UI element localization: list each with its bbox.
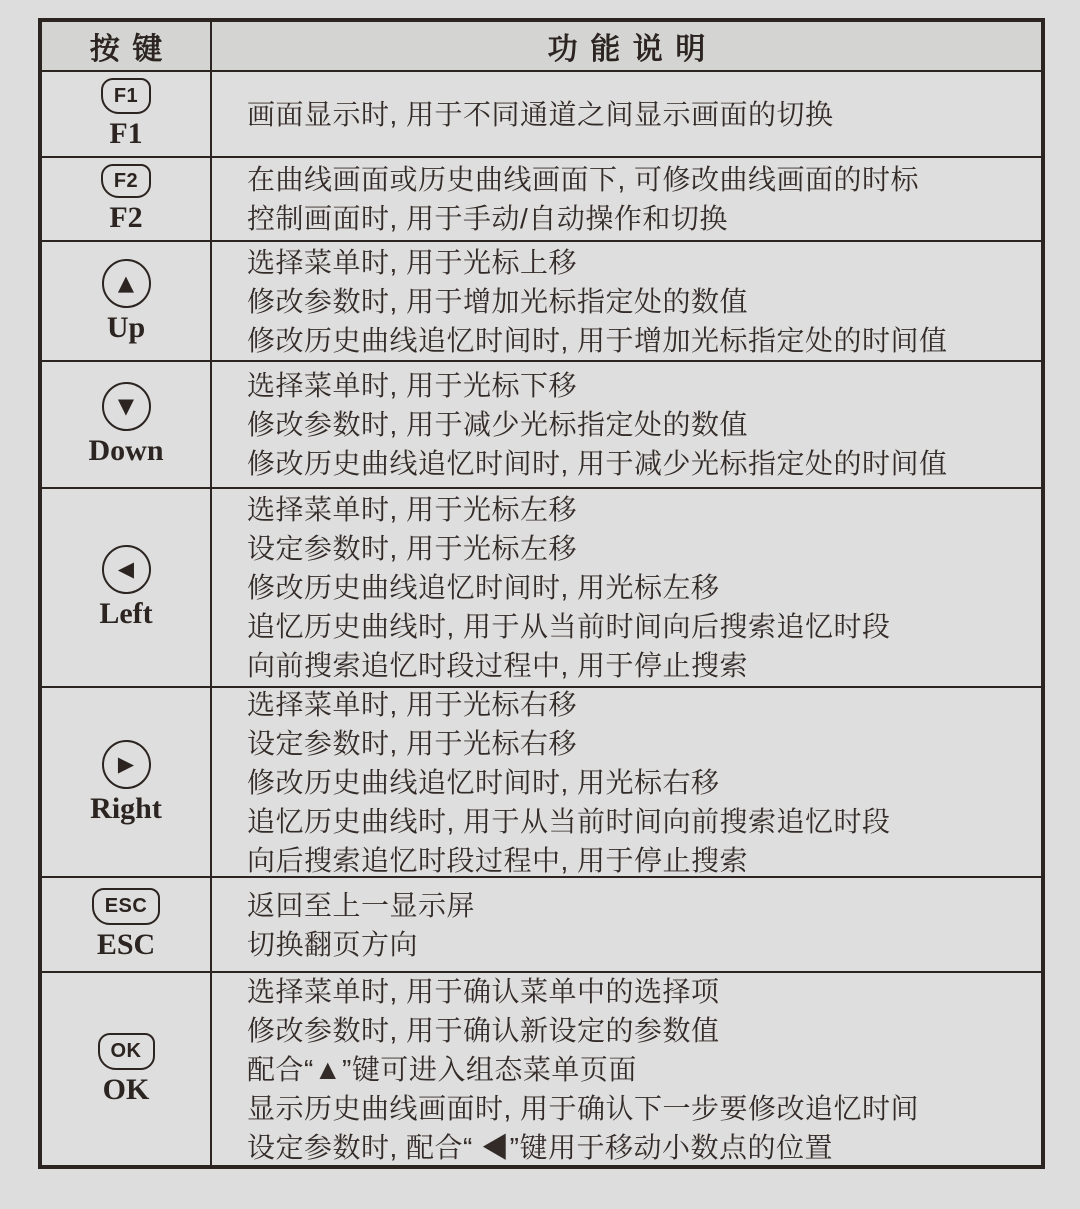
f1-key-label: F1 <box>109 117 143 150</box>
desc-line: 选择菜单时, 用于光标下移 <box>247 370 578 401</box>
left-desc-cell <box>212 489 1041 686</box>
desc-line: 修改历史曲线追忆时间时, 用于增加光标指定处的时间值 <box>247 324 948 356</box>
desc-line: 在曲线画面或历史曲线画面下, 可修改曲线画面的时标 <box>247 164 920 195</box>
table-row-right <box>42 686 1041 876</box>
desc-line: 设定参数时, 用于光标右移 <box>247 727 578 759</box>
left-key-label: Left <box>99 597 153 630</box>
desc-line: 返回至上一显示屏 <box>247 889 476 921</box>
desc-line: 修改参数时, 用于增加光标指定处的数值 <box>247 285 749 317</box>
f2-key-label: F2 <box>109 201 143 234</box>
ok-key-cell <box>42 973 212 1165</box>
table-row-f1 <box>42 70 1041 156</box>
table-row-left <box>42 487 1041 686</box>
key-column-header: 按键 <box>89 33 175 66</box>
table-row-f2 <box>42 156 1041 240</box>
desc-line: 选择菜单时, 用于光标左移 <box>247 494 578 525</box>
ok-keycap-icon <box>98 1033 155 1070</box>
table-row-down <box>42 360 1041 487</box>
left-key-icon <box>102 545 151 594</box>
f2-keycap-icon <box>101 164 151 198</box>
desc-line: 切换翻页方向 <box>247 928 419 960</box>
esc-key-label: ESC <box>96 928 156 961</box>
desc-line: 向后搜索追忆时段过程中, 用于停止搜索 <box>247 844 749 876</box>
right-key-label: Right <box>90 791 162 825</box>
desc-column-header: 功能说明 <box>547 33 718 66</box>
up-triangle-icon: ▲ <box>117 270 135 295</box>
esc-keycap-icon <box>92 888 161 925</box>
desc-line: 追忆历史曲线时, 用于从当前时间向前搜索追忆时段 <box>247 805 891 837</box>
f1-keycap-text: F1 <box>113 84 139 107</box>
desc-line: 修改参数时, 用于减少光标指定处的数值 <box>247 409 749 440</box>
desc-line: 显示历史曲线画面时, 用于确认下一步要修改追忆时间 <box>247 1092 920 1124</box>
f2-keycap-text: F2 <box>113 169 139 192</box>
f1-keycap-icon <box>101 78 151 114</box>
desc-line: 追忆历史曲线时, 用于从当前时间向后搜索追忆时段 <box>247 611 891 642</box>
ok-keycap-text: OK <box>110 1039 142 1062</box>
right-desc-cell <box>212 688 1041 876</box>
esc-desc-cell <box>212 878 1041 971</box>
table-row-esc <box>42 876 1041 971</box>
left-triangle-icon: ◀ <box>117 557 135 581</box>
desc-line: 向前搜索追忆时段过程中, 用于停止搜索 <box>247 650 749 681</box>
desc-line: 设定参数时, 用于光标左移 <box>247 533 578 564</box>
right-triangle-icon: ▶ <box>117 751 135 776</box>
desc-line: 控制画面时, 用于手动/自动操作和切换 <box>247 203 728 234</box>
desc-line: 修改历史曲线追忆时间时, 用光标右移 <box>247 766 720 798</box>
desc-line: 修改历史曲线追忆时间时, 用于减少光标指定处的时间值 <box>247 448 948 479</box>
table-header-row <box>42 22 1041 70</box>
key-column-header-cell <box>42 22 212 70</box>
desc-line: 配合“▲”键可进入组态菜单页面 <box>247 1053 637 1085</box>
left-key-cell <box>42 489 212 686</box>
desc-line: 选择菜单时, 用于光标右移 <box>247 688 578 720</box>
table-row-ok <box>42 971 1041 1165</box>
ok-desc-cell <box>212 973 1041 1165</box>
key-function-table <box>38 18 1045 1169</box>
f1-desc-cell <box>212 72 1041 156</box>
esc-key-cell <box>42 878 212 971</box>
right-key-icon <box>102 740 151 789</box>
desc-line: 画面显示时, 用于不同通道之间显示画面的切换 <box>247 98 834 130</box>
desc-line: 修改历史曲线追忆时间时, 用光标左移 <box>247 572 720 603</box>
up-key-label: Up <box>106 310 146 344</box>
desc-line: 选择菜单时, 用于光标上移 <box>247 246 578 278</box>
ok-key-label: OK <box>102 1072 150 1106</box>
right-key-cell <box>42 688 212 876</box>
desc-line: 设定参数时, 配合“ ◀”键用于移动小数点的位置 <box>247 1131 833 1163</box>
f1-key-cell <box>42 72 212 156</box>
up-desc-cell <box>212 242 1041 360</box>
down-key-label: Down <box>88 434 164 467</box>
desc-line: 修改参数时, 用于确认新设定的参数值 <box>247 1014 720 1046</box>
table-row-up <box>42 240 1041 360</box>
down-triangle-icon: ▼ <box>117 394 135 418</box>
down-key-icon <box>102 382 151 431</box>
desc-line: 选择菜单时, 用于确认菜单中的选择项 <box>247 975 720 1007</box>
up-key-icon <box>102 259 151 308</box>
esc-keycap-text: ESC <box>104 895 148 917</box>
down-key-cell <box>42 362 212 487</box>
desc-column-header-cell <box>212 22 1041 70</box>
down-desc-cell <box>212 362 1041 487</box>
up-key-cell <box>42 242 212 360</box>
f2-key-cell <box>42 158 212 240</box>
f2-desc-cell <box>212 158 1041 240</box>
